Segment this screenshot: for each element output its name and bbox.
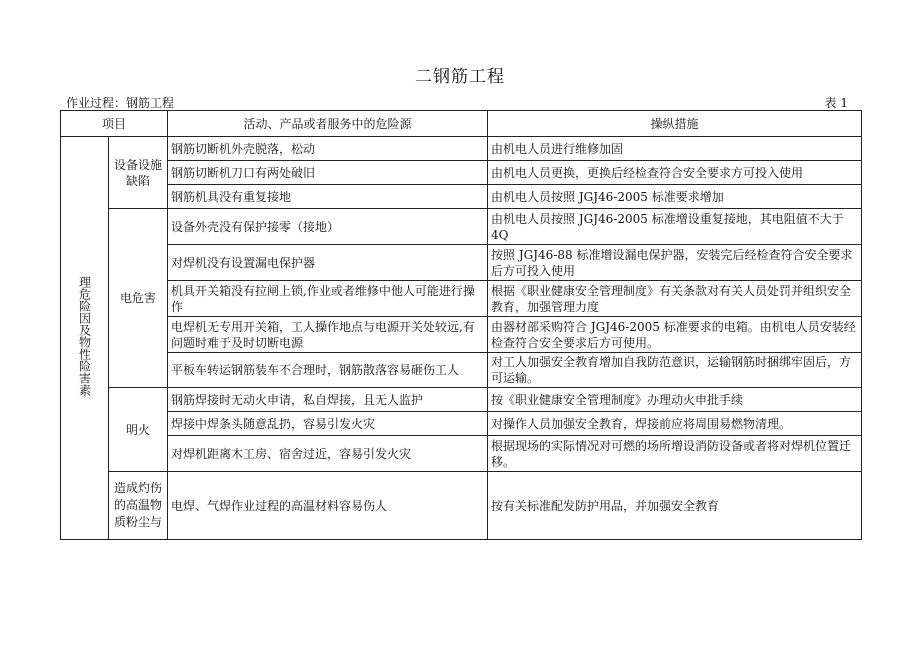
hazard-cell: 机具开关箱没有拉闸上锁,作业或者维修中他人可能进行操作 bbox=[168, 281, 488, 317]
measure-cell: 对操作人员加强安全教育，焊接前应将周围易燃物清理。 bbox=[488, 412, 862, 436]
table-row bbox=[61, 209, 862, 245]
hazard-cell: 电焊机无专用开关箱，工人操作地点与电源开关处较远,有问题时难于及时切断电源 bbox=[168, 317, 488, 353]
table-row bbox=[61, 353, 862, 388]
table-row bbox=[61, 472, 862, 540]
measure-cell: 按有关标准配发防护用品，并加强安全教育 bbox=[488, 472, 862, 540]
table-row bbox=[61, 436, 862, 472]
hazard-cell: 对焊机距离木工房、宿舍过近，容易引发火灾 bbox=[168, 436, 488, 472]
group-name-equipment: 设备设施缺陷 bbox=[109, 137, 168, 209]
group-name-burn: 造成灼伤的高温物质粉尘与 bbox=[109, 472, 168, 540]
table-row bbox=[61, 388, 862, 412]
hazard-cell: 平板车转运钢筋装车不合理时，钢筋散落容易砸伤工人 bbox=[168, 353, 488, 388]
hazard-cell: 钢筋切断机刀口有两处破旧 bbox=[168, 161, 488, 185]
hazard-cell: 设备外壳没有保护接零（接地） bbox=[168, 209, 488, 245]
measure-cell: 由机电人员按照 JGJ46-2005 标准增设重复接地，其电阻值不大于4Q bbox=[488, 209, 862, 245]
measure-cell: 由机电人员更换，更换后经检查符合安全要求方可投入使用 bbox=[488, 161, 862, 185]
measure-cell: 按照 JGJ46-88 标准增设漏电保护器，安装完后经检查符合安全要求后方可投入使用 bbox=[488, 245, 862, 281]
measure-cell: 由机电人员进行维修加固 bbox=[488, 137, 862, 161]
hazard-cell: 对焊机没有设置漏电保护器 bbox=[168, 245, 488, 281]
hazard-table bbox=[60, 110, 862, 540]
table-row bbox=[61, 185, 862, 209]
page-title: 二钢筋工程 bbox=[415, 67, 505, 87]
measure-cell: 由器材部采购符合 JGJ46-2005 标准要求的电箱。由机电人员安装经检查符合安全要求后方可使用。 bbox=[488, 317, 862, 353]
group-name-fire: 明火 bbox=[109, 388, 168, 472]
group-name-electric: 电危害 bbox=[109, 209, 168, 388]
category-cell bbox=[61, 137, 109, 540]
category-label: 理危险因及物性险害素 bbox=[77, 276, 92, 396]
header-measure: 操纵措施 bbox=[488, 111, 862, 137]
table-number: 表 1 bbox=[824, 96, 848, 110]
table-row bbox=[61, 137, 862, 161]
hazard-cell: 钢筋焊接时无动火申请，私自焊接，且无人监护 bbox=[168, 388, 488, 412]
hazard-cell: 钢筋切断机外壳脱落，松动 bbox=[168, 137, 488, 161]
measure-cell: 由机电人员按照 JGJ46-2005 标准要求增加 bbox=[488, 185, 862, 209]
header-hazard: 活动、产品或者服务中的危险源 bbox=[168, 111, 488, 137]
measure-cell: 按《职业健康安全管理制度》办理动火申批手续 bbox=[488, 388, 862, 412]
table-row bbox=[61, 245, 862, 281]
table-row bbox=[61, 317, 862, 353]
hazard-cell: 焊接中焊条头随意乱扔，容易引发火灾 bbox=[168, 412, 488, 436]
measure-cell: 根据《职业健康安全管理制度》有关条款对有关人员处罚并组织安全教育，加强管理力度 bbox=[488, 281, 862, 317]
header-item: 项目 bbox=[61, 111, 168, 137]
table-row bbox=[61, 161, 862, 185]
measure-cell: 对工人加强安全教育增加自我防范意识，运输钢筋时捆绑牢固后，方可运输。 bbox=[488, 353, 862, 388]
table-row bbox=[61, 281, 862, 317]
process-label: 作业过程：钢筋工程 bbox=[66, 96, 175, 110]
measure-cell: 根据现场的实际情况对可燃的场所增设消防设备或者将对焊机位置迁移。 bbox=[488, 436, 862, 472]
table-row bbox=[61, 412, 862, 436]
header-row bbox=[61, 111, 862, 137]
hazard-cell: 钢筋机具没有重复接地 bbox=[168, 185, 488, 209]
hazard-cell: 电焊、气焊作业过程的高温材料容易伤人 bbox=[168, 472, 488, 540]
